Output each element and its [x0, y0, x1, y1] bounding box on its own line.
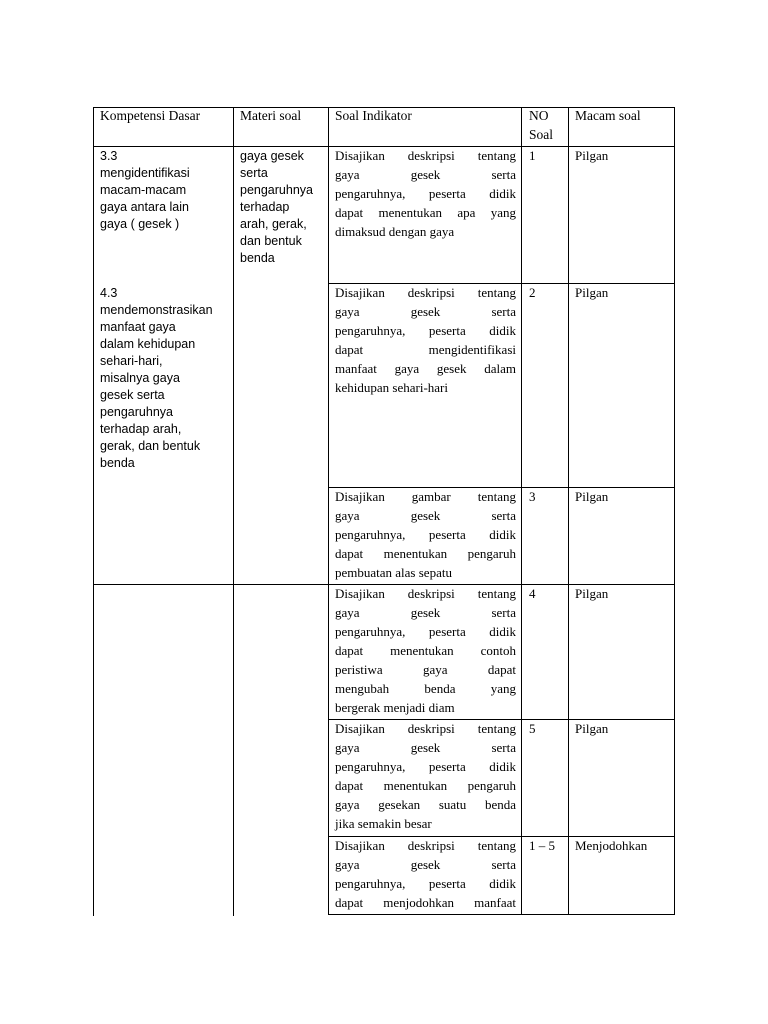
- header-kompetensi-dasar: Kompetensi Dasar: [100, 108, 201, 123]
- indikator-line: dimaksud dengan gaya: [335, 224, 455, 239]
- materi-line: arah, gerak,: [240, 217, 307, 231]
- header-soal-indikator: Soal Indikator: [335, 108, 412, 123]
- indikator-line: pengaruhnya, peserta didik: [335, 527, 516, 542]
- macam-soal-row-3: Pilgan: [575, 489, 609, 504]
- indikator-cell-row-2: [335, 283, 516, 397]
- indikator-line: gaya gesek serta: [335, 304, 516, 319]
- indikator-line: pengaruhnya, peserta didik: [335, 759, 516, 774]
- header-materi-soal: Materi soal: [240, 108, 302, 123]
- indikator-line: pengaruhnya, peserta didik: [335, 186, 516, 201]
- indikator-line: gaya gesek serta: [335, 857, 516, 872]
- indikator-line: dapat menentukan pengaruh: [335, 778, 516, 793]
- indikator-line: mengubah benda yang: [335, 681, 516, 696]
- col-border-indikator-no: [521, 107, 522, 915]
- col-border-materi-indikator: [328, 107, 329, 915]
- indikator-line: gaya gesek serta: [335, 740, 516, 755]
- table-border-bottom: [328, 914, 675, 915]
- indikator-line: pengaruhnya, peserta didik: [335, 624, 516, 639]
- kd-line: pengaruhnya: [100, 405, 173, 419]
- kompetensi-dasar-3-3: [100, 148, 230, 233]
- indikator-line: manfaat gaya gesek dalam: [335, 361, 516, 376]
- kompetensi-dasar-4-3: [100, 285, 230, 472]
- indikator-line: dapat menentukan contoh: [335, 643, 516, 658]
- indikator-line: kehidupan sehari-hari: [335, 380, 448, 395]
- materi-line: dan bentuk: [240, 234, 302, 248]
- kd-line: sehari-hari,: [100, 354, 163, 368]
- indikator-line: bergerak menjadi diam: [335, 700, 455, 715]
- kd-line: dalam kehidupan: [100, 337, 196, 351]
- materi-soal-cell: [240, 148, 326, 267]
- indikator-line: pengaruhnya, peserta didik: [335, 323, 516, 338]
- no-soal-row-5: 5: [529, 721, 536, 736]
- header-macam-soal: Macam soal: [575, 108, 641, 123]
- indikator-line: gaya gesek serta: [335, 508, 516, 523]
- kd-line: benda: [100, 456, 135, 470]
- kd-line: manfaat gaya: [100, 320, 176, 334]
- indikator-line: pengaruhnya, peserta didik: [335, 876, 516, 891]
- kd-line: gesek serta: [100, 388, 165, 402]
- materi-line: terhadap: [240, 200, 290, 214]
- indikator-line: jika semakin besar: [335, 816, 432, 831]
- header-no-line: NO: [529, 108, 549, 123]
- indikator-line: peristiwa gaya dapat: [335, 662, 516, 677]
- macam-soal-row-2: Pilgan: [575, 285, 609, 300]
- kd-line: misalnya gaya: [100, 371, 180, 385]
- kd-line: mengidentifikasi: [100, 166, 190, 180]
- materi-line: pengaruhnya: [240, 183, 313, 197]
- indikator-line: gaya gesek serta: [335, 605, 516, 620]
- macam-soal-row-6: Menjodohkan: [575, 838, 648, 853]
- no-soal-row-2: 2: [529, 285, 536, 300]
- macam-soal-row-5: Pilgan: [575, 721, 609, 736]
- no-soal-row-3: 3: [529, 489, 536, 504]
- header-no-soal: [529, 106, 553, 144]
- kd-line: gaya ( gesek ): [100, 217, 180, 231]
- col-border-no-macam: [568, 107, 569, 915]
- macam-soal-row-1: Pilgan: [575, 148, 609, 163]
- indikator-line: Disajikan deskripsi tentang: [335, 721, 516, 736]
- indikator-cell-row-3: [335, 487, 516, 582]
- no-soal-row-6: 1 – 5: [529, 838, 555, 853]
- indikator-line: dapat menjodohkan manfaat: [335, 895, 516, 910]
- indikator-line: dapat mengidentifikasi: [335, 342, 516, 357]
- indikator-line: pembuatan alas sepatu: [335, 565, 452, 580]
- indikator-line: Disajikan deskripsi tentang: [335, 838, 516, 853]
- kd-line: mendemonstrasikan: [100, 303, 213, 317]
- kd-number: 3.3: [100, 149, 118, 163]
- no-soal-row-4: 4: [529, 586, 536, 601]
- kd-line: terhadap arah,: [100, 422, 182, 436]
- materi-line: benda: [240, 251, 275, 265]
- kd-number: 4.3: [100, 286, 118, 300]
- col-border-right: [674, 107, 675, 915]
- materi-line: serta: [240, 166, 268, 180]
- indikator-line: dapat menentukan apa yang: [335, 205, 516, 220]
- indikator-line: dapat menentukan pengaruh: [335, 546, 516, 561]
- indikator-line: gaya gesekan suatu benda: [335, 797, 516, 812]
- header-soal-line: Soal: [529, 127, 554, 142]
- no-soal-row-1: 1: [529, 148, 536, 163]
- indikator-cell-row-1: [335, 146, 516, 241]
- indikator-cell-row-4: [335, 584, 516, 717]
- kd-line: gaya antara lain: [100, 200, 189, 214]
- kd-line: macam-macam: [100, 183, 187, 197]
- indikator-cell-row-6: [335, 836, 516, 912]
- col-border-kd-materi: [233, 107, 234, 916]
- kd-line: gerak, dan bentuk: [100, 439, 201, 453]
- indikator-line: Disajikan deskripsi tentang: [335, 285, 516, 300]
- indikator-line: Disajikan deskripsi tentang: [335, 586, 516, 601]
- indikator-line: Disajikan deskripsi tentang: [335, 148, 516, 163]
- materi-line: gaya gesek: [240, 149, 304, 163]
- col-border-left: [93, 107, 94, 916]
- macam-soal-row-4: Pilgan: [575, 586, 609, 601]
- indikator-line: Disajikan gambar tentang: [335, 489, 516, 504]
- indikator-cell-row-5: [335, 719, 516, 833]
- indikator-line: gaya gesek serta: [335, 167, 516, 182]
